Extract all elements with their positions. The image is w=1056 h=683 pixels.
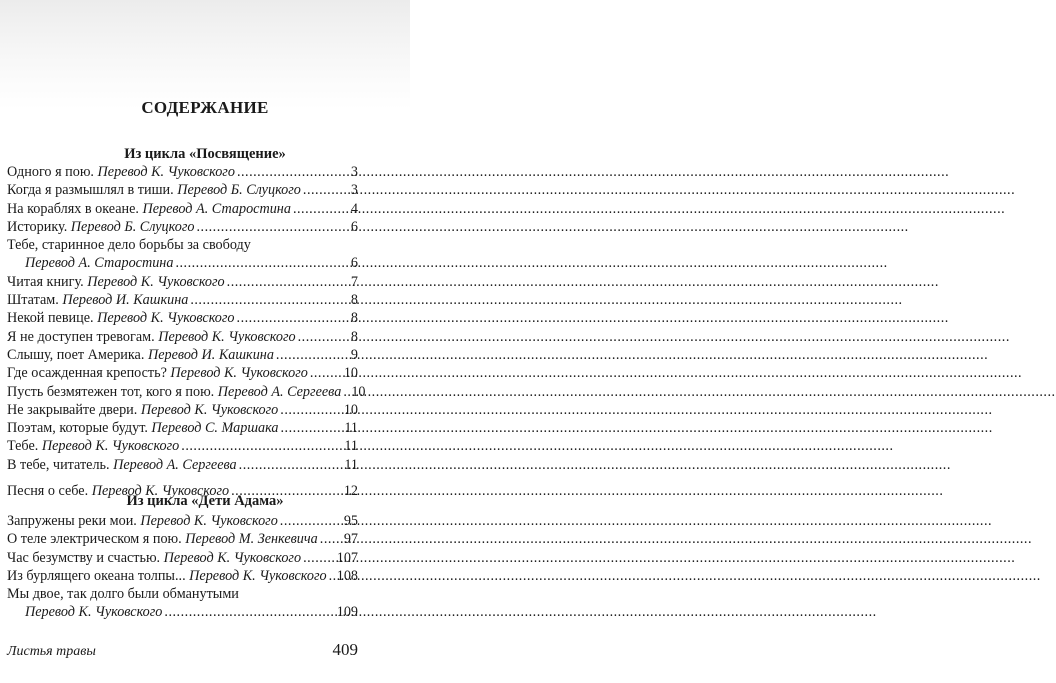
toc-entry-text [7, 364, 308, 382]
toc-entry-title: Штатам. [7, 292, 59, 309]
toc-entry-text [7, 328, 296, 346]
toc-entry-title: Некой певице. [7, 310, 94, 327]
toc-entry-title: Пусть безмятежен тот, кого я пою. [7, 383, 215, 400]
toc-entry-text [7, 200, 291, 218]
toc-entry-page: 6 [350, 255, 358, 272]
toc-entry-page: 8 [350, 328, 358, 345]
toc-entry-translator: Перевод М. Зенкевича [185, 531, 318, 548]
toc-entry-page: 4 [350, 200, 358, 217]
toc-entry-translator: Перевод С. Маршака [151, 420, 279, 437]
dot-leader [303, 181, 349, 199]
dot-leader [164, 603, 334, 621]
toc-entry-title: Тебе. [7, 438, 39, 455]
dot-leader [237, 309, 349, 327]
dot-leader [343, 383, 349, 401]
running-footer-book-title: Листья травы [7, 644, 96, 659]
toc-entry-title: Мы двое, так долго были обманутыми [7, 586, 239, 603]
toc-entry-page: 12 [343, 483, 358, 500]
page-title: СОДЕРЖАНИЕ [141, 98, 269, 117]
dot-leader [281, 419, 343, 437]
toc-entry [7, 163, 358, 181]
toc-entry-text [7, 291, 188, 309]
toc-entry-text [7, 401, 278, 419]
toc-entry [7, 512, 358, 530]
toc-entry-translator: Перевод Б. Слуцкого [177, 182, 301, 199]
toc-entry-page: 10 [351, 383, 366, 400]
toc-entry-text [7, 273, 225, 291]
dot-leader [276, 346, 349, 364]
toc-entry-page: 6 [350, 218, 358, 235]
toc-entry [7, 181, 358, 199]
toc-entry-page: 109 [336, 604, 358, 621]
toc-entry-page: 8 [350, 292, 358, 309]
toc-entry [7, 401, 358, 419]
toc-entry [7, 273, 358, 291]
toc-entry [7, 254, 358, 272]
dot-leader [298, 328, 349, 346]
toc-entry-page: 7 [350, 273, 358, 290]
toc-entry-translator: Перевод А. Сергеева [113, 456, 237, 473]
entry-spacer [7, 474, 358, 482]
dot-leader [190, 291, 349, 309]
toc-entry-title: В тебе, читатель. [7, 456, 110, 473]
toc-entry-page: 11 [344, 420, 358, 437]
toc-entry-translator: Перевод К. Чуковского [140, 401, 279, 418]
toc-entry-text [7, 346, 274, 364]
toc-entry [7, 383, 366, 401]
toc-entry [7, 567, 358, 585]
toc-entry-text [7, 218, 194, 236]
dot-leader [280, 512, 342, 530]
toc-entry-text [7, 549, 301, 567]
toc-entry-page: 10 [343, 401, 358, 418]
toc-entry-title: На кораблях в океане. [7, 200, 139, 217]
toc-entry-title: Час безумству и счастью. [7, 549, 161, 566]
dot-leader [227, 273, 349, 291]
toc-entry [7, 328, 358, 346]
toc-entry-translator: Перевод Б. Слуцкого [70, 218, 195, 235]
toc-entry-page: 95 [343, 513, 358, 529]
toc-entry-title: О теле электрическом я пою. [7, 531, 182, 548]
toc-entry-translator: Перевод К. Чуковского [41, 438, 180, 455]
toc-entry-page: 97 [343, 531, 358, 548]
toc-entry-translator: Перевод А. Сергеева [217, 383, 342, 400]
toc-entry-title: Не закрывайте двери. [7, 401, 138, 418]
toc-entry-title: Песня о себе. [7, 483, 89, 500]
toc-entry-page: 107 [336, 549, 358, 566]
toc-list-dedication [7, 163, 366, 500]
dot-leader [239, 456, 343, 474]
section-heading-children-of-adam: Из цикла «Дети Адама» [126, 493, 284, 509]
toc-entry-translator: Перевод И. Кашкина [147, 346, 274, 363]
book-page [0, 0, 410, 683]
toc-entry-page: 11 [344, 438, 358, 455]
toc-entry [7, 346, 358, 364]
toc-entry-title: Когда я размышлял в тиши. [7, 182, 174, 199]
toc-entry-translator: Перевод А. Старостина [142, 200, 291, 217]
toc-entry-text [7, 309, 235, 327]
toc-entry-translator: Перевод К. Чуковского [163, 549, 302, 566]
toc-entry [7, 437, 358, 455]
toc-entry-page: 3 [350, 182, 358, 199]
dot-leader [237, 163, 349, 181]
toc-entry-title: Запружены реки мои. [7, 513, 137, 529]
toc-entry [7, 200, 358, 218]
toc-entry-translator: Перевод К. Чуковского [158, 328, 296, 345]
toc-entry-title: Из бурлящего океана толпы... [7, 567, 186, 584]
toc-entry [7, 549, 358, 567]
toc-entry-text [7, 530, 318, 548]
toc-entry [7, 603, 358, 621]
toc-entry-title: Читая книгу. [7, 273, 84, 290]
dot-leader [329, 567, 335, 585]
dot-leader [303, 549, 335, 567]
toc-entry-title: Историку. [7, 218, 68, 235]
toc-entry-title-line [7, 236, 358, 254]
toc-entry-text [7, 419, 279, 437]
toc-entry [7, 218, 358, 236]
toc-entry-page: 108 [336, 567, 358, 584]
toc-entry-text [7, 512, 278, 530]
toc-entry-translator: Перевод К. Чуковского [97, 164, 235, 180]
toc-entry-text [7, 437, 179, 455]
toc-entry-translator: Перевод И. Кашкина [62, 292, 189, 309]
toc-entry-translator: Перевод К. Чуковского [189, 567, 327, 584]
toc-entry-title-line [7, 585, 358, 603]
dot-leader [196, 218, 348, 236]
toc-entry-page: 11 [344, 456, 358, 473]
toc-list-children-of-adam [7, 512, 358, 622]
toc-entry [7, 530, 358, 548]
toc-entry-page: 10 [343, 365, 358, 382]
toc-entry-translator: Перевод К. Чуковского [97, 310, 235, 327]
toc-entry-text [7, 181, 301, 199]
toc-entry-page: 9 [350, 346, 358, 363]
section-heading-dedication: Из цикла «Посвящение» [124, 146, 286, 162]
toc-entry-translator: Перевод К. Чуковского [87, 273, 225, 290]
toc-entry-translator: Перевод К. Чуковского [170, 365, 308, 382]
toc-entry [7, 291, 358, 309]
toc-entry-translator: Перевод К. Чуковского [25, 604, 163, 621]
toc-entry-text [7, 383, 341, 401]
toc-entry [7, 456, 358, 474]
toc-entry-title: Поэтам, которые будут. [7, 420, 148, 437]
toc-entry [7, 419, 358, 437]
toc-entry-title: Я не доступен тревогам. [7, 328, 155, 345]
toc-entry-text [7, 567, 327, 585]
dot-leader [181, 437, 342, 455]
dot-leader [310, 364, 342, 382]
toc-entry-title: Одного я пою. [7, 164, 94, 180]
dot-leader [280, 401, 342, 419]
dot-leader [175, 254, 348, 272]
toc-entry-translator: Перевод К. Чуковского [91, 483, 230, 500]
toc-entry [7, 309, 358, 327]
toc-entry-translator: Перевод К. Чуковского [140, 513, 278, 529]
toc-entry-page: 3 [350, 164, 358, 180]
toc-entry-text [7, 163, 235, 181]
toc-entry-title: Тебе, старинное дело борьбы за свободу [7, 237, 251, 254]
toc-entry-page: 8 [350, 310, 358, 327]
dot-leader [293, 200, 349, 218]
toc-entry [7, 364, 358, 382]
toc-entry-text [7, 456, 237, 474]
toc-entry-title: Слышу, поет Америка. [7, 346, 145, 363]
toc-entry-title: Где осажденная крепость? [7, 365, 167, 382]
toc-entry-translator: Перевод А. Старостина [25, 255, 174, 272]
dot-leader [320, 530, 342, 548]
page-number: 409 [332, 640, 358, 659]
